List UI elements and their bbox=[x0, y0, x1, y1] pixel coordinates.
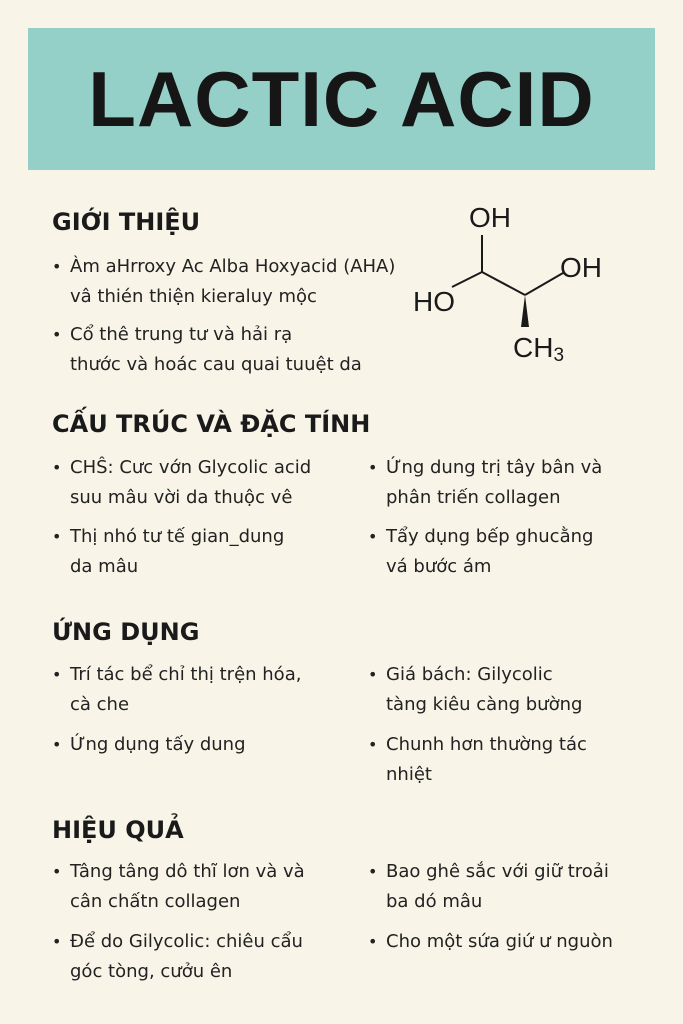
bullet: • bbox=[52, 932, 62, 951]
list-item bbox=[368, 522, 658, 582]
list-item bbox=[368, 730, 658, 790]
bullet: • bbox=[368, 735, 378, 754]
bullet: • bbox=[52, 325, 62, 344]
list-item-text: Để do Gilycolic: chiêu cẩu góc tòng, cưởu ên bbox=[70, 931, 303, 982]
list-item bbox=[368, 453, 658, 513]
list-item-text: Giá bách: Gilycolic tàng kiêu càng bường bbox=[386, 664, 583, 715]
bullet: • bbox=[52, 257, 62, 276]
bullet: • bbox=[368, 932, 378, 951]
list-item bbox=[52, 453, 352, 513]
bullet: • bbox=[52, 862, 62, 881]
list-item-text: CHŜ: Cưc vớn Glycolic acid suu mâu vời da thuộc vê bbox=[70, 457, 312, 508]
list-item-text: Cổ thê trung tư và hải rạ thước và hoác cau quai tuuệt da bbox=[70, 324, 362, 375]
wedge-bond bbox=[521, 295, 529, 327]
list-item bbox=[368, 660, 658, 720]
bullet: • bbox=[52, 527, 62, 546]
list-item-text: Ứng dụng tấy dung bbox=[70, 734, 246, 755]
list-item-text: Cho một sứa giứ ư nguòn bbox=[386, 931, 613, 952]
bullet: • bbox=[368, 665, 378, 684]
bullet: • bbox=[52, 665, 62, 684]
bullet: • bbox=[368, 862, 378, 881]
ch3-label: CH3 bbox=[513, 332, 565, 366]
list-item bbox=[52, 730, 352, 760]
section-heading-structure: CẤU TRÚC VÀ ĐẶC TÍNH bbox=[52, 410, 371, 438]
section-heading-intro: GIỚI THIỆU bbox=[52, 208, 201, 236]
bullet: • bbox=[368, 527, 378, 546]
list-item bbox=[52, 857, 352, 917]
bullet: • bbox=[52, 458, 62, 477]
title-banner bbox=[28, 28, 655, 170]
list-item bbox=[52, 927, 352, 987]
section-heading-applications: ỨNG DỤNG bbox=[52, 618, 200, 646]
list-item-text: Tẩy dụng bếp ghucằng vá bước ám bbox=[386, 526, 594, 577]
list-item bbox=[52, 320, 432, 380]
oh-top-label: OH bbox=[469, 202, 511, 233]
list-item bbox=[368, 857, 658, 917]
list-item-text: Thị nhó tư tế gian_dung da mâu bbox=[70, 526, 285, 577]
list-item-text: Trí tác bể chỉ thị trện hóa, cà che bbox=[70, 664, 302, 715]
list-item-text: Chunh hơn thường tác nhiệt bbox=[386, 734, 587, 785]
lactic-acid-structure-diagram bbox=[405, 195, 625, 380]
list-item bbox=[52, 522, 352, 582]
bond-line bbox=[525, 273, 563, 295]
section-heading-effects: HIỆU QUẢ bbox=[52, 816, 184, 844]
list-item bbox=[52, 252, 432, 312]
bullet: • bbox=[368, 458, 378, 477]
list-item-text: Àm aHrroxy Ac Alba Hoxyacid (AHA) vâ thién thiện kieraluy mộc bbox=[70, 256, 396, 307]
bullet: • bbox=[52, 735, 62, 754]
list-item bbox=[368, 927, 658, 957]
oh-right-label: OH bbox=[560, 252, 602, 283]
list-item bbox=[52, 660, 352, 720]
list-item-text: Tâng tâng dô thĩ lơn và và cân chấtn collagen bbox=[70, 861, 305, 912]
ho-left-label: HO bbox=[413, 286, 455, 317]
bond-line bbox=[482, 272, 525, 295]
list-item-text: Ứng dung trị tây bân và phân triến collagen bbox=[386, 457, 603, 508]
page-title: LACTIC ACID bbox=[88, 54, 595, 143]
list-item-text: Bao ghê sắc với giữ troải ba dó mâu bbox=[386, 861, 609, 912]
bond-line bbox=[452, 272, 482, 287]
